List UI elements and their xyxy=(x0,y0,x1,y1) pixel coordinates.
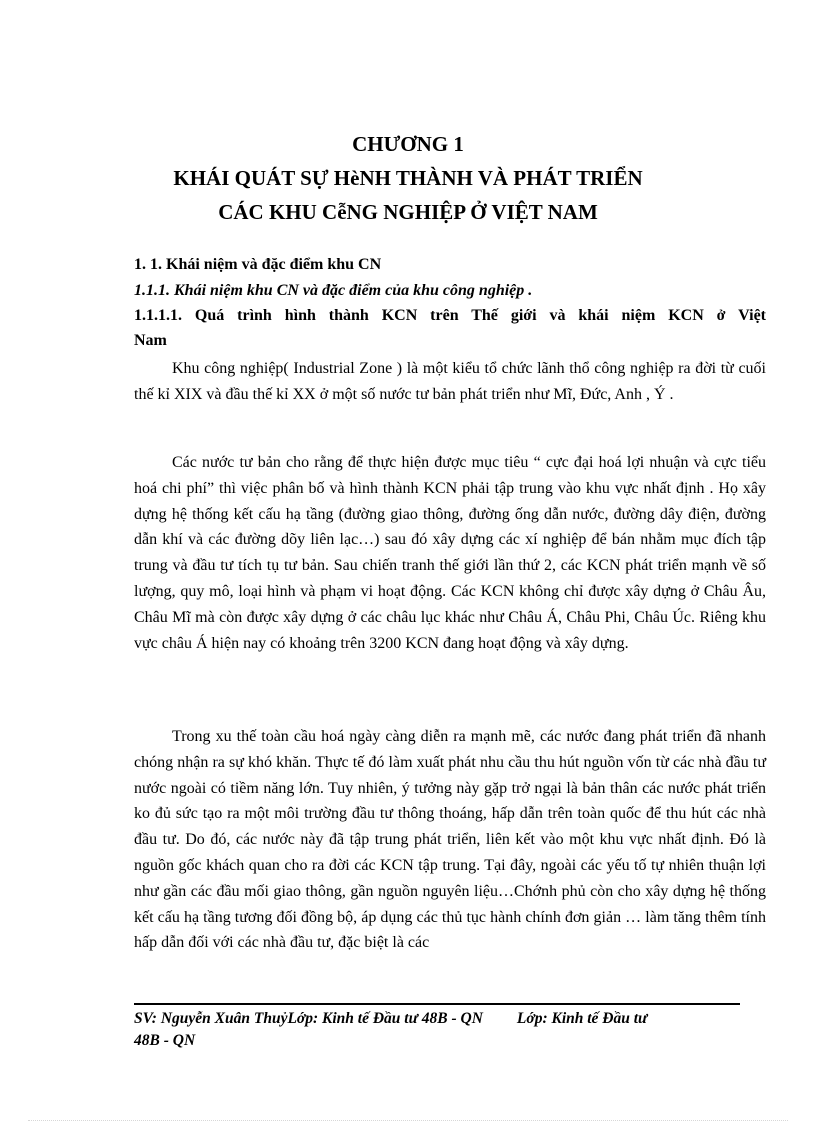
paragraph-1: Khu công nghiệp( Industrial Zone ) là một kiểu tổ chức lãnh thổ công nghiệp ra đời từ cuối thế kỉ XIX và đầu thế kỉ XX ở một số nước tư bản phát triển như Mĩ, Đức, Anh , Ý . xyxy=(134,360,766,403)
section-heading: 1. 1. Khái niệm và đặc điểm khu CN xyxy=(134,256,382,273)
page-bottom-border xyxy=(28,1120,788,1121)
footer-student-class: SV: Nguyễn Xuân ThuỷLớp: Kinh tế Đầu tư 48B - QN xyxy=(134,1010,483,1027)
subsubsection-heading-line1: 1.1.1.1. Quá trình hình thành KCN trên Thế giới và khái niệm KCN ở Việt xyxy=(134,307,766,324)
paragraph-3: Trong xu thế toàn cầu hoá ngày càng diễn ra mạnh mẽ, các nước đang phát triển đã nhanh chóng nhận ra sự khó khăn. Thực tế đó làm xuất phát nhu cầu thu hút nguồn vốn từ các nhà đầu tư nước ngoài có tiềm năng lớn. Tuy nhiên, ý tưởng này gặp trở ngại là bản thân các nước phát triển ko đủ sức tạo ra một môi trường đầu tư thông thoáng, hấp dẫn trên toàn quốc để thu hút các nhà đầu tư. Do đó, các nước này đã tập trung phát triển, liên kết vào một khu vực nhất định. Đó là nguồn gốc khách quan cho ra đời các KCN tập trung. Tại đây, ngoài các yếu tố tự nhiên thuận lợi như gần các đầu mối giao thông, gần nguồn nguyên liệu…Chớnh phủ còn cho xây dựng hệ thống kết cấu hạ tầng tương đối đồng bộ, áp dụng các thủ tục hành chính đơn giản … làm tăng thêm tính hấp dẫn đối với các nhà đầu tư, đặc biệt là các xyxy=(134,728,766,952)
subsection-heading: 1.1.1. Khái niệm khu CN và đặc điểm của khu công nghiệp . xyxy=(134,282,533,299)
chapter-title-line1: KHÁI QUÁT SỰ HèNH THÀNH VÀ PHÁT TRIỂN xyxy=(173,166,643,190)
footer-class-label: Lớp: Kinh tế Đầu tư xyxy=(516,1010,648,1027)
footer xyxy=(134,1008,754,1052)
footer-divider xyxy=(134,1003,740,1005)
chapter-title-line2: CÁC KHU CễNG NGHIỆP Ở VIỆT NAM xyxy=(218,200,598,224)
paragraph-2: Các nước tư bản cho rằng để thực hiện được mục tiêu “ cực đại hoá lợi nhuận và cực tiểu hoá chi phí” thì việc phân bố và hình thành KCN phải tập trung vào khu vực nhất định . Họ xây dựng hệ thống kết cấu hạ tầng (đường giao thông, đường ống dẫn nước, đường dây điện, đường dẫn khí và các đường dõy liên lạc…) sau đó xây dựng các xí nghiệp để bán nhằm mục đích tập trung và đầu tư tích tụ tư bản. Sau chiến tranh thế giới lần thứ 2, các KCN phát triển mạnh về số lượng, quy mô, loại hình và phạm vi hoạt động. Các KCN không chỉ được xây dựng ở Châu Âu, Châu Mĩ mà còn được xây dựng ở các châu lục khác như Châu Á, Châu Phi, Châu Úc. Riêng khu vực châu Á hiện nay có khoảng trên 3200 KCN đang hoạt động và xây dựng. xyxy=(134,454,766,652)
footer-class-code: 48B - QN xyxy=(134,1032,196,1049)
chapter-number: CHƯƠNG 1 xyxy=(352,132,464,156)
subsubsection-heading-line2: Nam xyxy=(134,332,167,349)
